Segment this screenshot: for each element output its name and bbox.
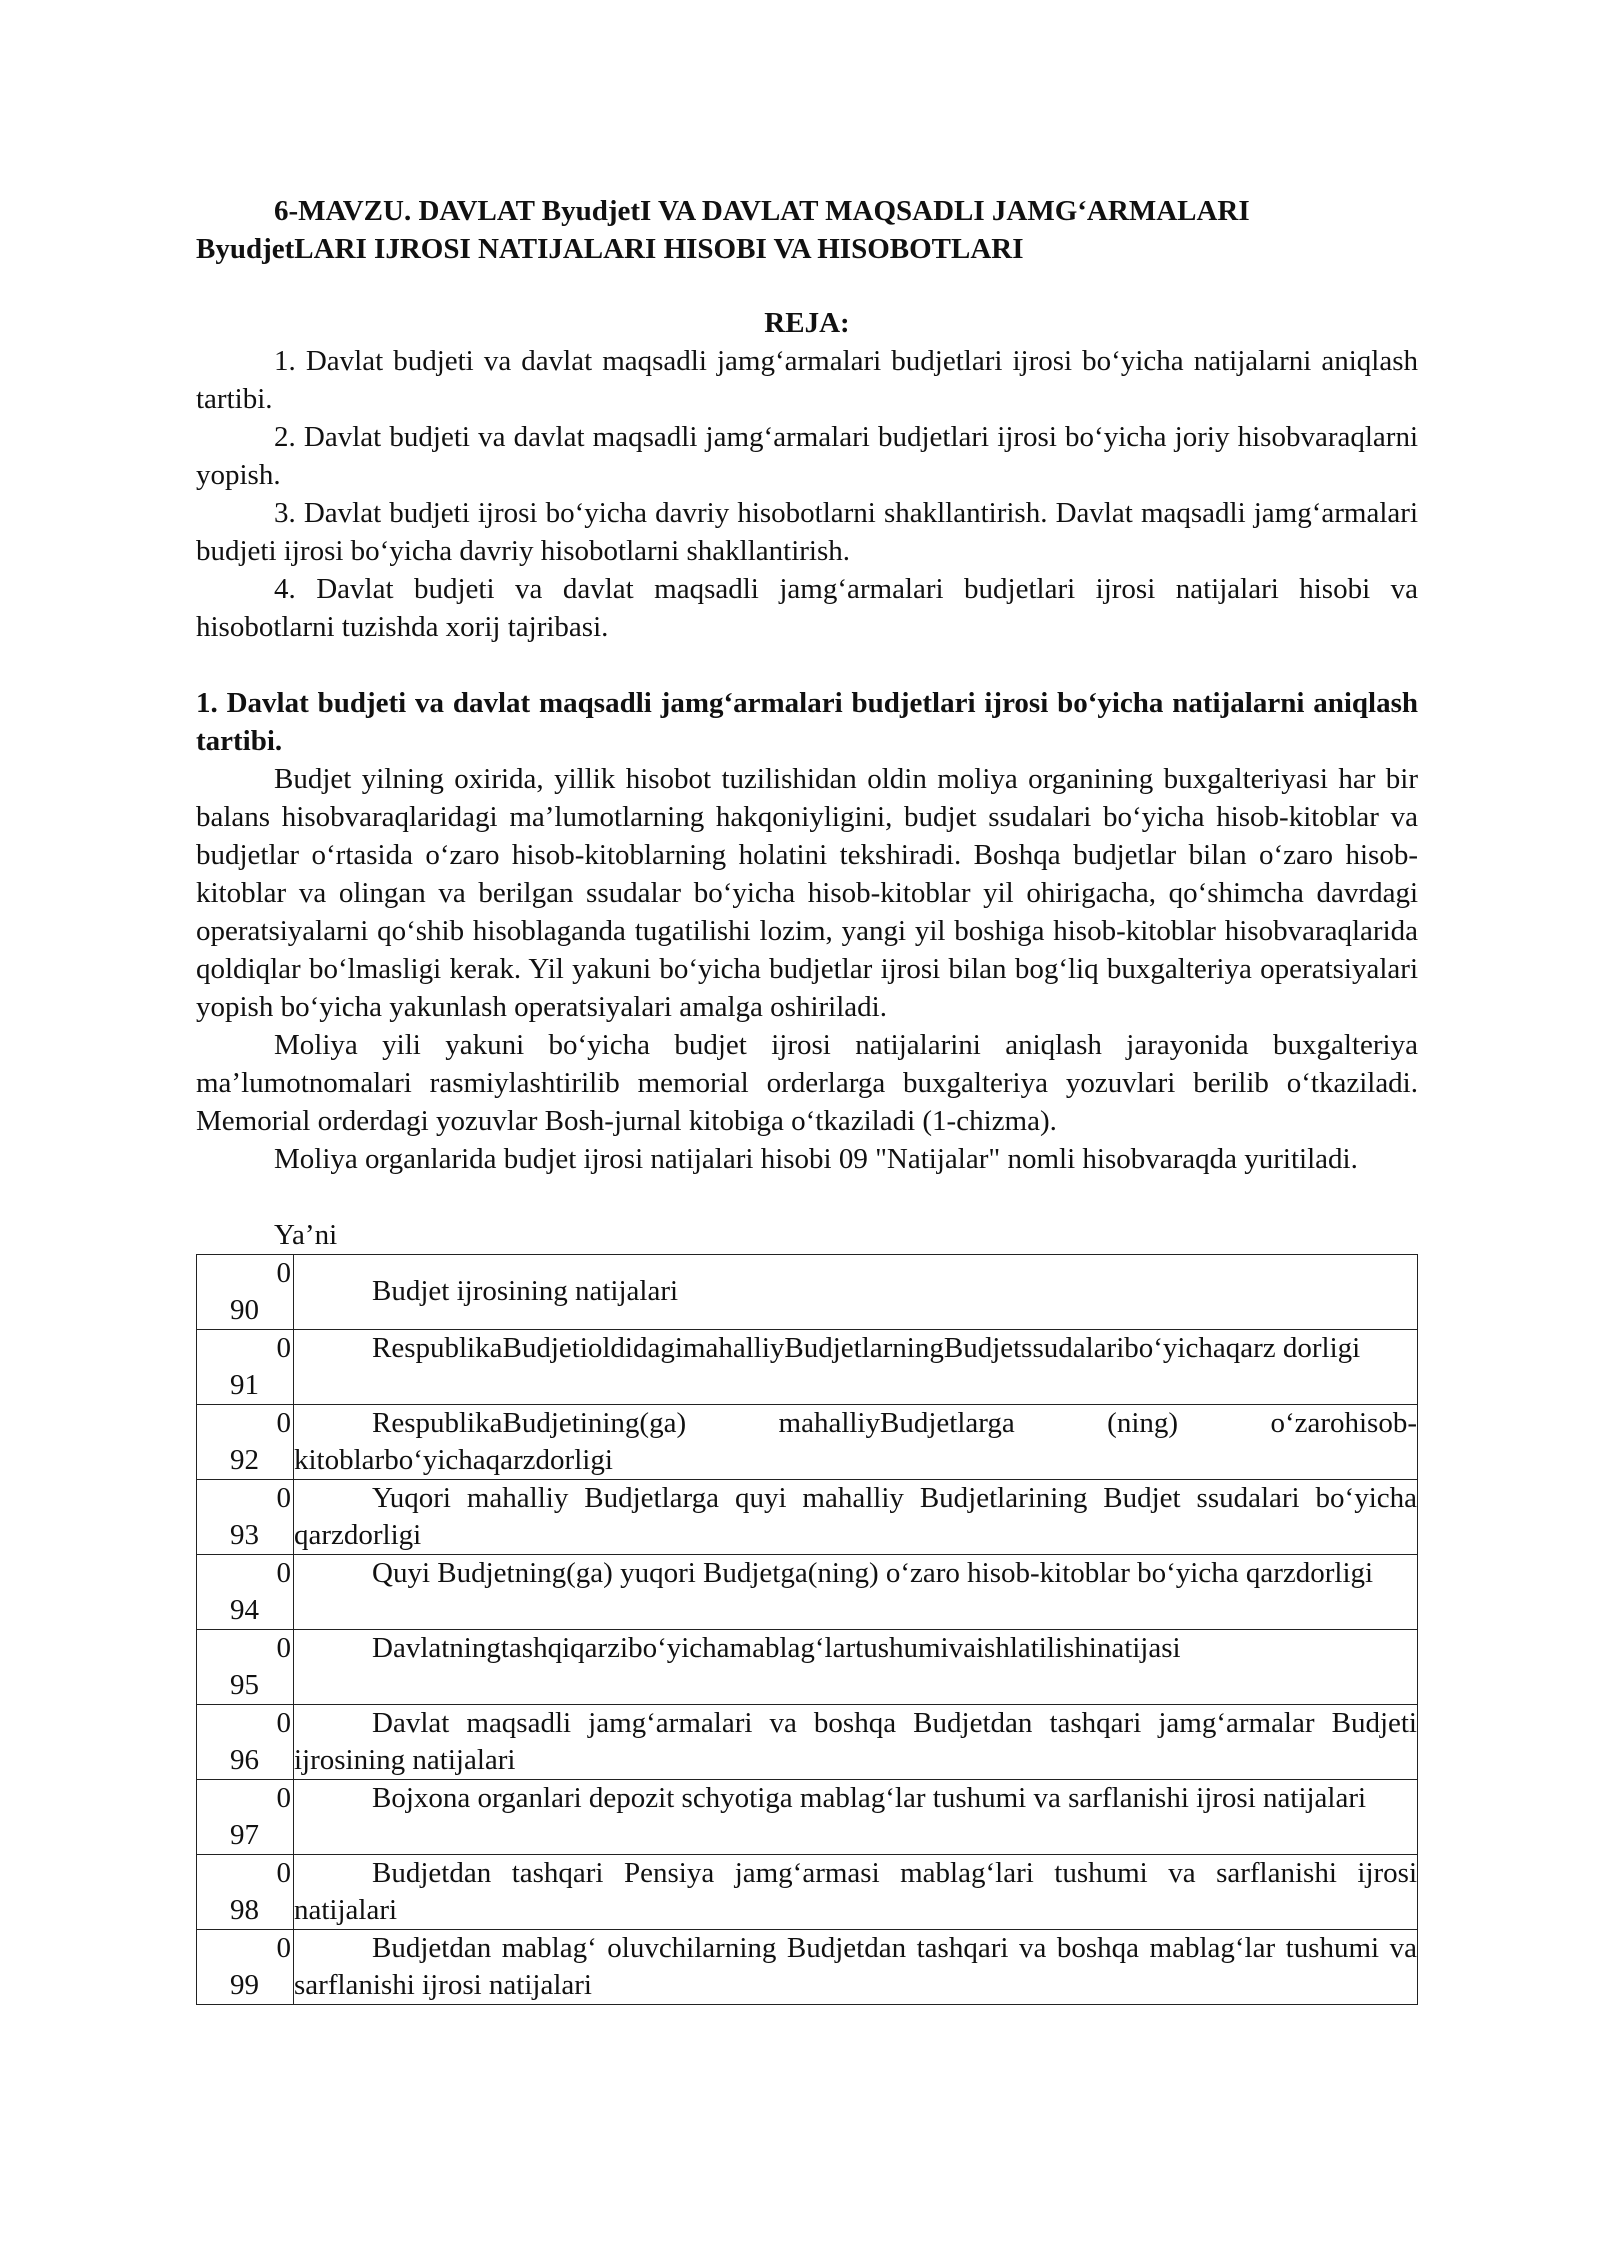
table-row — [197, 1405, 1418, 1480]
account-code-top: 0 — [276, 1557, 291, 1589]
account-description-cell — [294, 1780, 1418, 1855]
account-code-bottom: 91 — [230, 1369, 259, 1401]
account-description-cell — [294, 1555, 1418, 1630]
account-code-bottom: 96 — [230, 1744, 259, 1776]
account-code-bottom: 94 — [230, 1594, 259, 1626]
table-row — [197, 1930, 1418, 2005]
account-code-cell — [197, 1930, 294, 2005]
section-paragraph-1: Budjet yilning oxirida, yillik hisobot tuzilishidan oldin moliya organining buxgalteriyasi har bir balans hisobvaraqlaridagi ma’lumotlarning hakqoniyligini, budjet ssudalari bo‘yicha hisob-kitoblar va budjetlar o‘rtasida o‘zaro hisob-kitoblarning holatini tekshiradi. Boshqa budjetlar bilan o‘zaro hisob-kitoblar va olingan va berilgan ssudalar bo‘yicha hisob-kitoblar yil ohirigacha, qo‘shimcha davrdagi operatsiyalarni qo‘shib hisoblaganda tugatilishi lozim, yangi yil boshiga hisob-kitoblar hisobvaraqlarida qoldiqlar bo‘lmasligi kerak. Yil yakuni bo‘yicha budjetlar ijrosi bilan bog‘liq buxgalteriya operatsiyalari yopish bo‘yicha yakunlash operatsiyalari amalga oshiriladi. — [196, 763, 1418, 1023]
table-row — [197, 1780, 1418, 1855]
account-code-cell — [197, 1555, 294, 1630]
account-code-top: 0 — [276, 1932, 291, 1964]
account-code-cell — [197, 1405, 294, 1480]
account-code-bottom: 95 — [230, 1669, 259, 1701]
document-title — [196, 192, 1418, 268]
plan-item-1: 1. Davlat budjeti va davlat maqsadli jamg‘armalari budjetlari ijrosi bo‘yicha natijalarni aniqlash tartibi. — [196, 345, 1418, 415]
account-description: Quyi Budjetning(ga) yuqori Budjetga(ning) o‘zaro hisob-kitoblar bo‘yicha qarzdorligi — [372, 1557, 1374, 1589]
plan-item-4: 4. Davlat budjeti va davlat maqsadli jamg‘armalari budjetlari ijrosi natijalari hisobi va hisobotlarni tuzishda xorij tajribasi. — [196, 573, 1418, 643]
account-code-top: 0 — [276, 1407, 291, 1439]
section-heading: 1. Davlat budjeti va davlat maqsadli jamg‘armalari budjetlari ijrosi bo‘yicha natijalarni aniqlash tartibi. — [196, 687, 1418, 757]
account-code-cell — [197, 1705, 294, 1780]
table-row — [197, 1330, 1418, 1405]
account-code-bottom: 97 — [230, 1819, 259, 1851]
account-code-cell — [197, 1255, 294, 1330]
account-description: Budjet ijrosining natijalari — [372, 1275, 679, 1307]
account-description: Yuqori mahalliy Budjetlarga quyi mahalliy Budjetlarining Budjet ssudalari bo‘yicha qarzdorligi — [294, 1482, 1417, 1551]
account-description: Budjetdan tashqari Pensiya jamg‘armasi mablag‘lari tushumi va sarflanishi ijrosi natijalari — [294, 1857, 1417, 1926]
plan-item-3: 3. Davlat budjeti ijrosi bo‘yicha davriy hisobotlarni shakllantirish. Davlat maqsadli jamg‘armalari budjeti ijrosi bo‘yicha davriy hisobotlarni shakllantirish. — [196, 497, 1418, 567]
account-description-cell — [294, 1255, 1418, 1330]
account-description: Davlat maqsadli jamg‘armalari va boshqa Budjetdan tashqari jamg‘armalar Budjeti ijrosining natijalari — [294, 1707, 1417, 1776]
title-line-2: ByudjetLARI IJROSI NATIJALARI HISOBI VA HISOBOTLARI — [196, 233, 1024, 265]
table-row — [197, 1555, 1418, 1630]
account-description-cell — [294, 1855, 1418, 1930]
account-code-cell — [197, 1630, 294, 1705]
section-paragraph-3: Moliya organlarida budjet ijrosi natijalari hisobi 09 "Natijalar" nomli hisobvaraqda yuritiladi. — [274, 1143, 1358, 1175]
account-description: RespublikaBudjetioldidagimahalliyBudjetlarningBudjetssudalaribo‘yichaqarz dorligi — [372, 1332, 1361, 1364]
account-code-bottom: 93 — [230, 1519, 259, 1551]
account-code-cell — [197, 1855, 294, 1930]
account-code-top: 0 — [276, 1632, 291, 1664]
table-row — [197, 1855, 1418, 1930]
account-code-top: 0 — [276, 1332, 291, 1364]
accounts-table — [196, 1254, 1418, 2005]
yani-label: Ya’ni — [274, 1219, 338, 1251]
account-description: Davlatningtashqiqarzibo‘yichamablag‘lartushumivaishlatilishinatijasi — [372, 1632, 1181, 1664]
account-code-bottom: 90 — [230, 1294, 259, 1326]
account-description: Bojxona organlari depozit schyotiga mablag‘lar tushumi va sarflanishi ijrosi natijalari — [372, 1782, 1367, 1814]
account-code-bottom: 99 — [230, 1969, 259, 2001]
title-line-1: 6-MAVZU. DAVLAT ByudjetI VA DAVLAT MAQSADLI JAMG‘ARMALARI — [274, 195, 1250, 227]
plan-heading: REJA: — [764, 307, 850, 339]
account-description-cell — [294, 1705, 1418, 1780]
account-code-top: 0 — [276, 1482, 291, 1514]
account-code-cell — [197, 1780, 294, 1855]
account-code-cell — [197, 1480, 294, 1555]
account-code-top: 0 — [276, 1257, 291, 1289]
document-page — [196, 192, 1418, 2005]
account-description: RespublikaBudjetining(ga) mahalliyBudjetlarga (ning) o‘zarohisob-kitoblarbo‘yichaqarzdorligi — [294, 1407, 1417, 1476]
account-description-cell — [294, 1630, 1418, 1705]
account-description-cell — [294, 1930, 1418, 2005]
section-paragraph-2: Moliya yili yakuni bo‘yicha budjet ijrosi natijalarini aniqlash jarayonida buxgalteriya ma’lumotnomalari rasmiylashtirilib memorial orderlarga buxgalteriya yozuvlari berilib o‘tkaziladi. Memorial orderdagi yozuvlar Bosh-jurnal kitobiga o‘tkaziladi (1-chizma). — [196, 1029, 1418, 1137]
table-row — [197, 1480, 1418, 1555]
table-row — [197, 1705, 1418, 1780]
account-code-top: 0 — [276, 1782, 291, 1814]
plan-item-2: 2. Davlat budjeti va davlat maqsadli jamg‘armalari budjetlari ijrosi bo‘yicha joriy hisobvaraqlarni yopish. — [196, 421, 1418, 491]
account-description: Budjetdan mablag‘ oluvchilarning Budjetdan tashqari va boshqa mablag‘lar tushumi va sarflanishi ijrosi natijalari — [294, 1932, 1417, 2001]
account-code-cell — [197, 1330, 294, 1405]
table-row — [197, 1630, 1418, 1705]
account-description-cell — [294, 1330, 1418, 1405]
account-code-bottom: 98 — [230, 1894, 259, 1926]
table-row — [197, 1255, 1418, 1330]
account-code-bottom: 92 — [230, 1444, 259, 1476]
account-description-cell — [294, 1405, 1418, 1480]
account-code-top: 0 — [276, 1857, 291, 1889]
account-code-top: 0 — [276, 1707, 291, 1739]
account-description-cell — [294, 1480, 1418, 1555]
